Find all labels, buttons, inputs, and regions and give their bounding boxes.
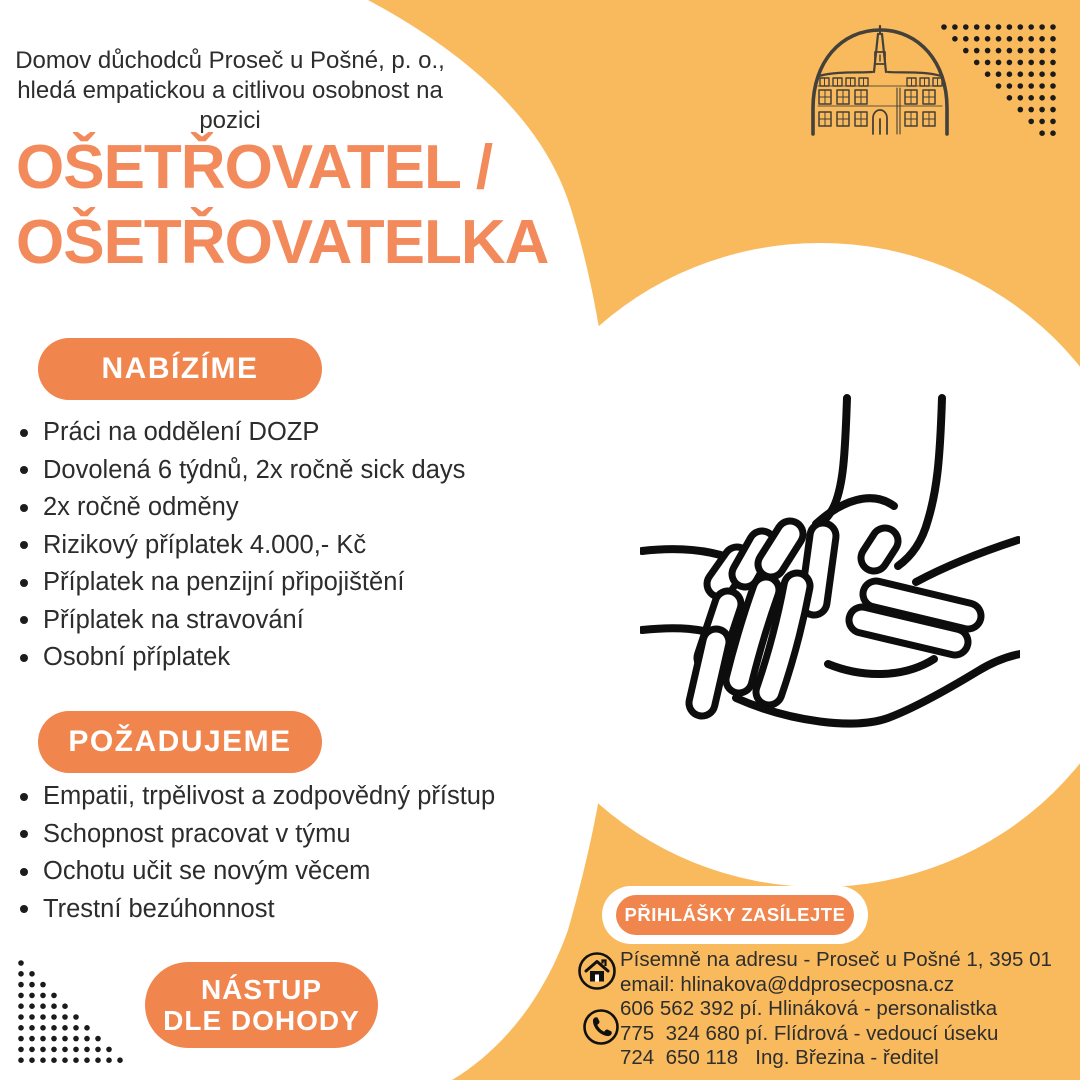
contact-block	[620, 948, 1052, 1071]
start-line-1: NÁSTUP	[200, 974, 323, 1005]
dots-triangle-top-right	[938, 20, 1064, 146]
title-line-2: OŠETŘOVATELKA	[16, 208, 549, 277]
contact-phone-2: 775 324 680 pí. Flídrová - vedoucí úseku	[620, 1021, 999, 1045]
phone-icon	[582, 1008, 620, 1046]
title-line-1: OŠETŘOVATEL /	[16, 133, 493, 202]
list-item: Příplatek na penzijní připojištění	[14, 564, 465, 602]
list-item: Rizikový příplatek 4.000,- Kč	[14, 527, 465, 565]
list-item: Dovolená 6 týdnů, 2x ročně sick days	[14, 452, 465, 490]
requirements-heading: POŽADUJEME	[68, 725, 292, 758]
contact-email: email: hlinakova@ddprosecposna.cz	[620, 972, 955, 996]
list-item: 2x ročně odměny	[14, 489, 465, 527]
start-line-2: DLE DOHODY	[163, 1005, 360, 1036]
dots-triangle-bottom-left	[14, 956, 130, 1072]
apply-heading-pill	[616, 895, 854, 935]
intro-line-1: Domov důchodců Proseč u Pošné, p. o.,	[15, 47, 445, 74]
apply-heading: PŘIHLÁŠKY ZASÍLEJTE	[624, 904, 846, 925]
requirements-heading-pill	[38, 711, 322, 773]
list-item: Práci na oddělení DOZP	[14, 414, 465, 452]
list-item: Ochotu učit se novým věcem	[14, 853, 495, 891]
list-item: Trestní bezúhonnost	[14, 891, 495, 929]
intro-text	[8, 46, 452, 136]
list-item: Osobní příplatek	[14, 639, 465, 677]
list-item: Příplatek na stravování	[14, 602, 465, 640]
requirements-list	[14, 778, 495, 928]
list-item: Empatii, trpělivost a zodpovědný přístup	[14, 778, 495, 816]
offer-heading: NABÍZÍME	[101, 352, 259, 385]
offer-list	[14, 414, 465, 677]
contact-phone-3: 724 650 118 Ing. Březina - ředitel	[620, 1046, 939, 1070]
list-item: Schopnost pracovat v týmu	[14, 816, 495, 854]
start-date-pill	[145, 962, 378, 1048]
intro-line-2: hledá empatickou a citlivou osobnost na pozici	[17, 77, 443, 134]
home-icon	[577, 951, 617, 991]
clasped-hands-icon	[640, 388, 1020, 733]
contact-address: Písemně na adresu - Proseč u Pošné 1, 395 01	[620, 948, 1052, 971]
building-logo-icon	[806, 16, 954, 138]
offer-heading-pill	[38, 338, 322, 400]
page-title	[16, 130, 548, 280]
contact-phone-1: 606 562 392 pí. Hlináková - personalistka	[620, 997, 998, 1021]
